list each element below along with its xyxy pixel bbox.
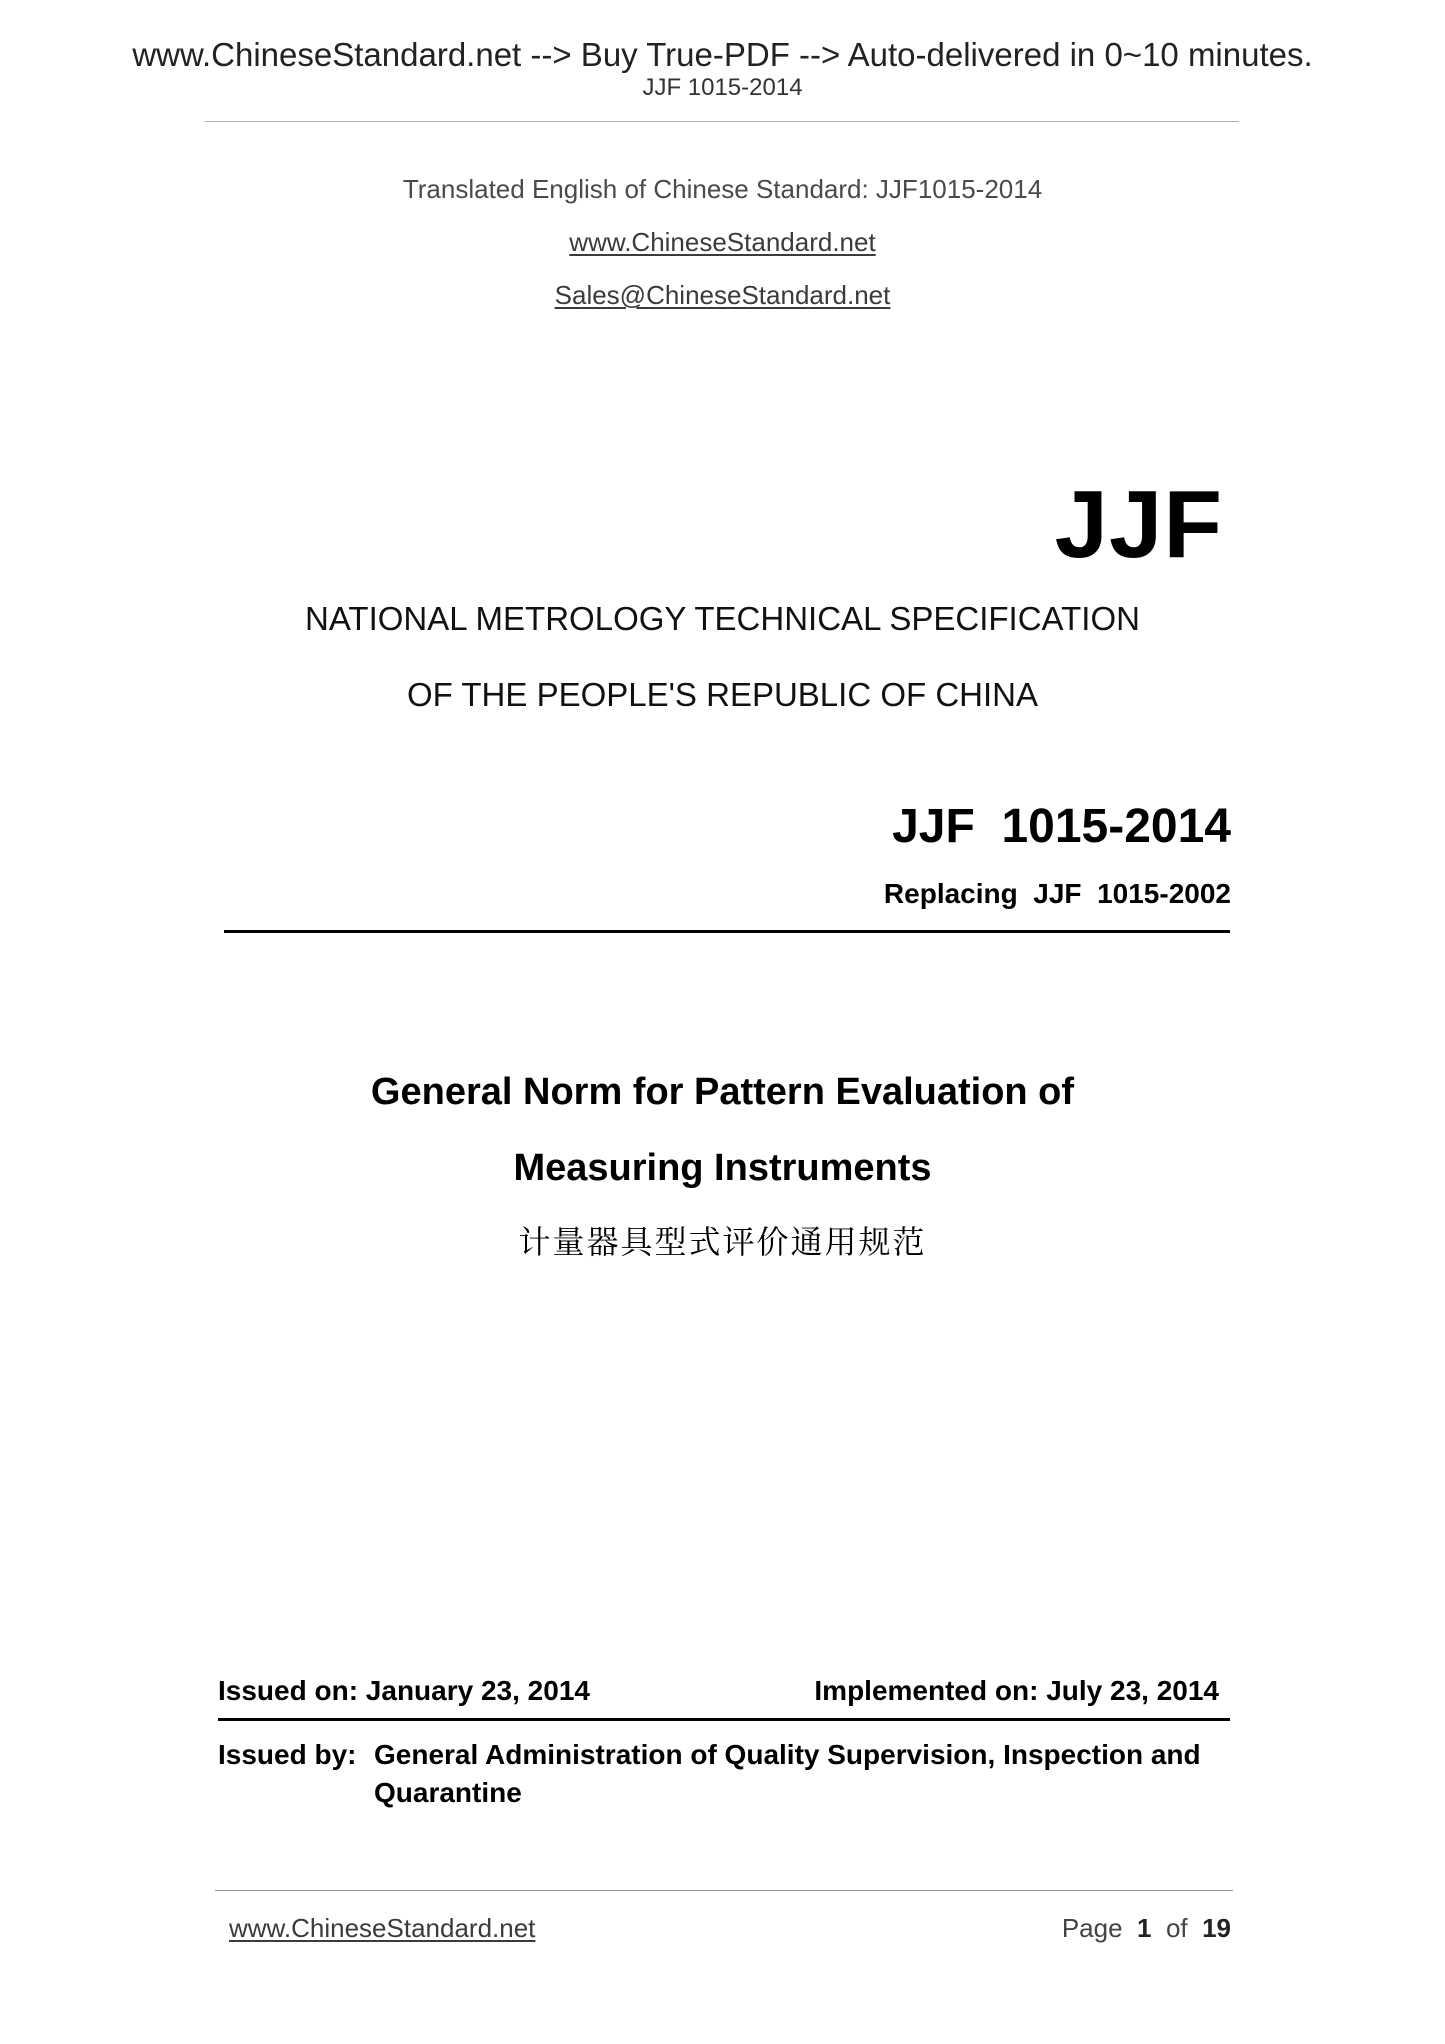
document-title-line-1: General Norm for Pattern Evaluation of xyxy=(370,1071,1075,1113)
replacing-standard: Replacing JJF 1015-2002 xyxy=(883,878,1231,909)
footer-divider xyxy=(215,1890,1233,1891)
page-of: of xyxy=(1165,1913,1188,1943)
standard-number: JJF 1015-2014 xyxy=(892,800,1231,853)
document-title-chinese: 计量器具型式评价通用规范 xyxy=(518,1223,927,1261)
footer-website-link[interactable]: www.ChineseStandard.net xyxy=(229,1913,536,1943)
page-total: 19 xyxy=(1202,1913,1231,1943)
implemented-on-date: Implemented on: July 23, 2014 xyxy=(814,1675,1219,1706)
translated-notice: Translated English of Chinese Standard: JJF1015-2014 xyxy=(402,174,1043,204)
issued-by-value: General Administration of Quality Supervision, Inspection and Quarantine xyxy=(374,1739,1201,1808)
spec-title-line-2: OF THE PEOPLE'S REPUBLIC OF CHINA xyxy=(407,676,1038,713)
website-link-container xyxy=(0,229,1445,255)
page-label: Page xyxy=(1061,1913,1123,1943)
footer-link-container xyxy=(229,1915,535,1941)
title-divider xyxy=(224,930,1230,933)
page-indicator xyxy=(1062,1915,1231,1941)
issued-by-label: Issued by: xyxy=(218,1739,357,1770)
website-link[interactable]: www.ChineseStandard.net xyxy=(569,227,876,257)
email-link[interactable]: Sales@ChineseStandard.net xyxy=(554,280,891,310)
jjf-logo: JJF xyxy=(1054,471,1223,578)
document-title-line-2: Measuring Instruments xyxy=(513,1147,932,1189)
dates-divider xyxy=(218,1718,1230,1721)
top-banner: www.ChineseStandard.net --> Buy True-PDF --> Auto-delivered in 0~10 minutes. xyxy=(132,36,1313,73)
issued-on-date: Issued on: January 23, 2014 xyxy=(218,1675,590,1706)
email-link-container xyxy=(0,282,1445,308)
spec-title-line-1: NATIONAL METROLOGY TECHNICAL SPECIFICATION xyxy=(305,600,1140,637)
page-current: 1 xyxy=(1137,1913,1152,1943)
header-divider xyxy=(205,121,1239,122)
header-standard-code: JJF 1015-2014 xyxy=(642,74,803,101)
